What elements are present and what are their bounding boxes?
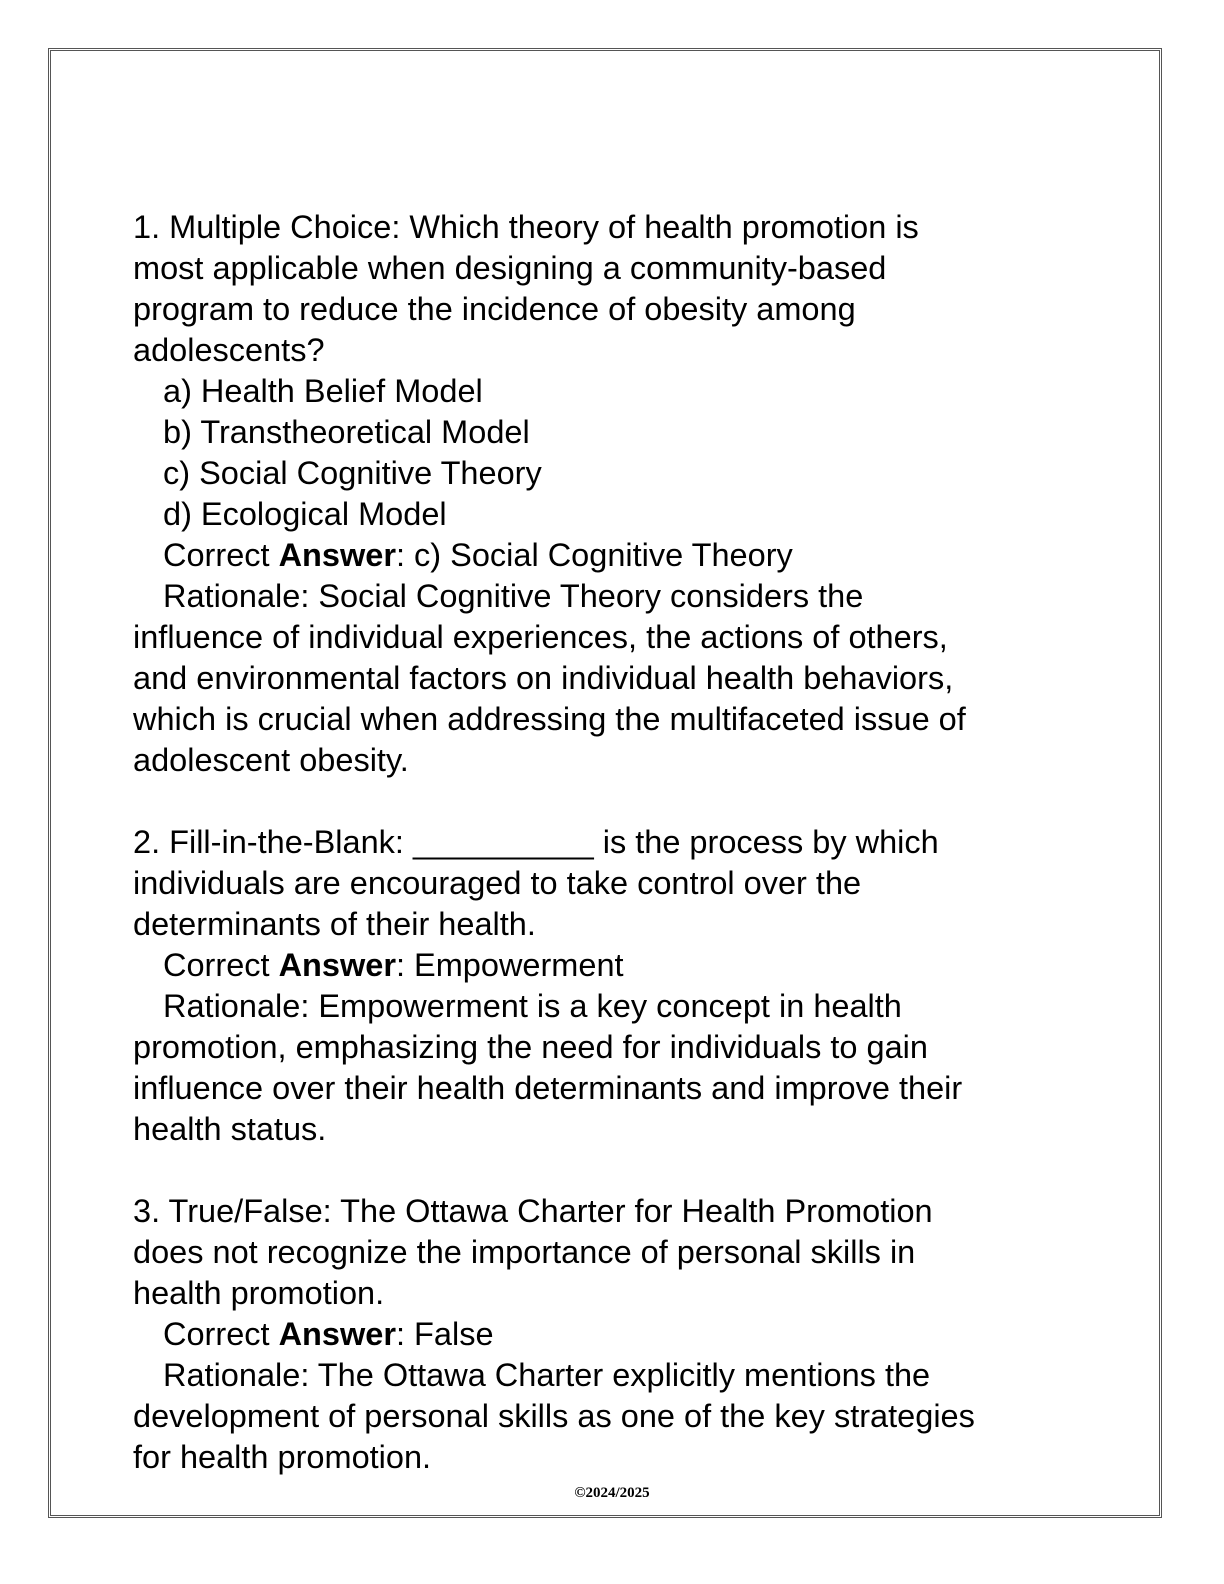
answer-prefix: Correct — [163, 947, 279, 983]
question-text-line: 3. True/False: The Ottawa Charter for Health Promotion — [133, 1193, 933, 1229]
rationale-line: for health promotion. — [133, 1439, 432, 1475]
option-b: b) Transtheoretical Model — [163, 414, 530, 450]
spacer — [133, 1150, 1093, 1191]
answer-prefix: Correct — [163, 537, 279, 573]
document-content — [133, 207, 1093, 1478]
answer-value: : Empowerment — [395, 947, 624, 983]
correct-answer — [133, 945, 1093, 986]
answer-label: Answer — [278, 537, 396, 573]
rationale-line: development of personal skills as one of the key strategies — [133, 1398, 975, 1434]
option-a: a) Health Belief Model — [163, 373, 483, 409]
spacer — [133, 781, 1093, 822]
question-text-line: adolescents? — [133, 332, 325, 368]
question-text-line: most applicable when designing a community-based — [133, 250, 887, 286]
rationale-line: and environmental factors on individual health behaviors, — [133, 660, 954, 696]
answer-value: : c) Social Cognitive Theory — [395, 537, 793, 573]
question-1 — [133, 207, 1093, 781]
correct-answer — [133, 535, 1093, 576]
question-text-line: program to reduce the incidence of obesity among — [133, 291, 856, 327]
correct-answer — [133, 1314, 1093, 1355]
rationale-line: Rationale: Empowerment is a key concept in health — [163, 988, 902, 1024]
rationale-line: promotion, emphasizing the need for individuals to gain — [133, 1029, 928, 1065]
copyright-footer: ©2024/2025 — [574, 1485, 650, 1501]
option-d: d) Ecological Model — [163, 496, 447, 532]
question-2 — [133, 822, 1093, 1150]
question-text-line: 1. Multiple Choice: Which theory of health promotion is — [133, 209, 919, 245]
rationale-line: health status. — [133, 1111, 327, 1147]
rationale-line: influence of individual experiences, the actions of others, — [133, 619, 948, 655]
answer-prefix: Correct — [163, 1316, 279, 1352]
rationale-line: which is crucial when addressing the multifaceted issue of — [133, 701, 966, 737]
rationale-line: Rationale: The Ottawa Charter explicitly mentions the — [163, 1357, 931, 1393]
rationale-line: Rationale: Social Cognitive Theory considers the — [163, 578, 864, 614]
question-text-line: individuals are encouraged to take control over the — [133, 865, 862, 901]
question-text-line: determinants of their health. — [133, 906, 536, 942]
rationale-line: influence over their health determinants and improve their — [133, 1070, 963, 1106]
question-text-line: health promotion. — [133, 1275, 385, 1311]
question-3 — [133, 1191, 1093, 1478]
option-c: c) Social Cognitive Theory — [163, 455, 542, 491]
question-text-line: does not recognize the importance of personal skills in — [133, 1234, 916, 1270]
answer-label: Answer — [278, 947, 396, 983]
question-text-line: 2. Fill-in-the-Blank: __________ is the process by which — [133, 824, 939, 860]
answer-label: Answer — [278, 1316, 396, 1352]
rationale-line: adolescent obesity. — [133, 742, 409, 778]
answer-value: : False — [395, 1316, 494, 1352]
